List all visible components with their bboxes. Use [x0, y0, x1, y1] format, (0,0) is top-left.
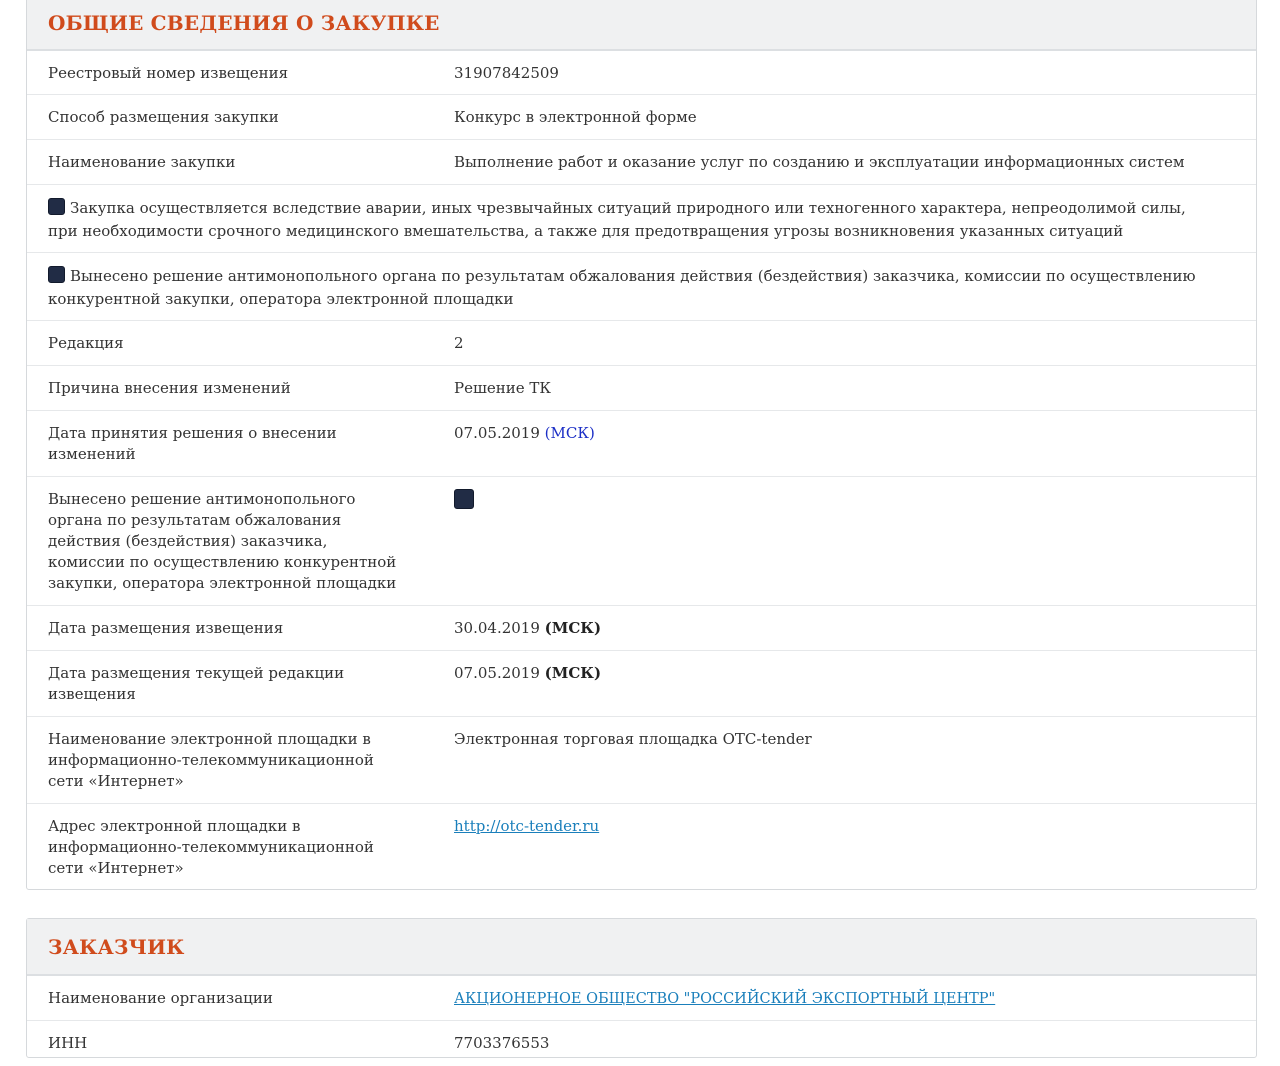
change-reason-value: Решение ТК: [454, 379, 552, 397]
antimonopoly-row: [27, 253, 1256, 321]
registry-number-row: [27, 51, 1256, 95]
platform-name-label-line-2: информационно-телекоммуникационной: [48, 751, 374, 769]
registry-number-label: Реестровый номер извещения: [48, 64, 289, 82]
antimonopoly-decision-label-line-5: закупки, оператора электронной площадки: [48, 574, 397, 592]
edition-value: 2: [454, 334, 464, 352]
decision-date-value: 07.05.2019: [454, 424, 540, 442]
antimonopoly-decision-label-line-3: действия (бездействия) заказчика,: [48, 532, 328, 550]
organization-name-label: Наименование организации: [48, 989, 273, 1007]
publish-date-label: Дата размещения извещения: [48, 619, 284, 637]
antimonopoly-decision-checkbox[interactable]: [454, 489, 474, 509]
antimonopoly-line-2: конкурентной закупки, оператора электронной площадки: [48, 289, 514, 308]
platform-address-link[interactable]: http://otc-tender.ru: [454, 817, 600, 835]
general-info-title: ОБЩИЕ СВЕДЕНИЯ О ЗАКУПКЕ: [48, 11, 440, 35]
procurement-method-label: Способ размещения закупки: [48, 108, 279, 126]
procurement-method-value: Конкурс в электронной форме: [454, 108, 697, 126]
emergency-row: [27, 185, 1256, 253]
platform-name-row: [27, 717, 1256, 804]
general-info-panel: [26, 0, 1257, 890]
antimonopoly-checkbox[interactable]: [48, 266, 65, 283]
edition-row: [27, 321, 1256, 366]
current-edition-date-row: [27, 651, 1256, 717]
antimonopoly-line-1: [48, 265, 1235, 288]
current-edition-date-value: 07.05.2019: [454, 664, 540, 682]
decision-date-value-wrap: [454, 423, 1235, 444]
platform-address-label-line-1: Адрес электронной площадки в: [48, 817, 301, 835]
platform-address-label-line-3: сети «Интернет»: [48, 859, 184, 877]
organization-name-row: [27, 976, 1256, 1021]
change-reason-label: Причина внесения изменений: [48, 379, 291, 397]
emergency-line-1: [48, 197, 1235, 220]
platform-address-row: [27, 804, 1256, 890]
customer-header: [27, 919, 1256, 976]
current-edition-date-value-wrap: [454, 663, 1235, 684]
registry-number-value: 31907842509: [454, 64, 559, 82]
platform-name-label-line-1: Наименование электронной площадки в: [48, 730, 371, 748]
publish-date-value: 30.04.2019: [454, 619, 540, 637]
antimonopoly-text-1: Вынесено решение антимонопольного органа по результатам обжалования действия (бездействия) заказчика, комиссии по осуществлению: [70, 267, 1196, 285]
decision-date-label: [48, 423, 454, 465]
inn-row: [27, 1021, 1256, 1066]
platform-name-label: [48, 729, 454, 792]
emergency-line-2: при необходимости срочного медицинского вмешательства, а также для предотвращения угрозы возникновения указанных ситуаций: [48, 221, 1124, 240]
organization-name-value-wrap: [454, 988, 1235, 1010]
change-reason-row: [27, 366, 1256, 411]
current-edition-date-timezone: (МСК): [544, 664, 602, 682]
customer-title: ЗАКАЗЧИК: [48, 934, 185, 959]
decision-date-row: [27, 411, 1256, 477]
platform-name-label-line-3: сети «Интернет»: [48, 772, 184, 790]
publish-date-row: [27, 606, 1256, 651]
organization-name-link[interactable]: АКЦИОНЕРНОЕ ОБЩЕСТВО "РОССИЙСКИЙ ЭКСПОРТНЫЙ ЦЕНТР": [454, 991, 996, 1007]
antimonopoly-decision-label: [48, 489, 454, 594]
emergency-checkbox[interactable]: [48, 198, 65, 215]
emergency-text-1: Закупка осуществляется вследствие аварии, иных чрезвычайных ситуаций природного или техногенного характера, непреодолимой силы,: [70, 199, 1186, 217]
publish-date-value-wrap: [454, 618, 1235, 639]
procurement-method-row: [27, 95, 1256, 140]
publish-date-timezone: (МСК): [544, 619, 602, 637]
current-edition-date-label-line-2: извещения: [48, 685, 136, 703]
decision-date-label-line-1: Дата принятия решения о внесении: [48, 424, 337, 442]
decision-date-label-line-2: изменений: [48, 445, 136, 463]
inn-value: 7703376553: [454, 1034, 550, 1052]
procurement-name-value: Выполнение работ и оказание услуг по созданию и эксплуатации информационных систем: [454, 153, 1185, 171]
current-edition-date-label-line-1: Дата размещения текущей редакции: [48, 664, 345, 682]
edition-label: Редакция: [48, 334, 124, 352]
antimonopoly-decision-label-line-2: органа по результатам обжалования: [48, 511, 342, 529]
antimonopoly-decision-label-line-1: Вынесено решение антимонопольного: [48, 490, 356, 508]
current-edition-date-label: [48, 663, 454, 705]
procurement-name-row: [27, 140, 1256, 185]
platform-address-value-wrap: [454, 816, 1235, 837]
antimonopoly-decision-label-line-4: комиссии по осуществлению конкурентной: [48, 553, 397, 571]
inn-label: ИНН: [48, 1034, 88, 1052]
general-info-header: [27, 0, 1256, 51]
antimonopoly-decision-value: [454, 489, 1235, 513]
platform-address-label: [48, 816, 454, 879]
procurement-name-label: Наименование закупки: [48, 153, 236, 171]
antimonopoly-decision-row: [27, 477, 1256, 606]
customer-panel: [26, 918, 1257, 1058]
platform-name-value: Электронная торговая площадка OTC-tender: [454, 730, 812, 748]
decision-date-timezone: (МСК): [544, 424, 595, 442]
platform-address-label-line-2: информационно-телекоммуникационной: [48, 838, 374, 856]
